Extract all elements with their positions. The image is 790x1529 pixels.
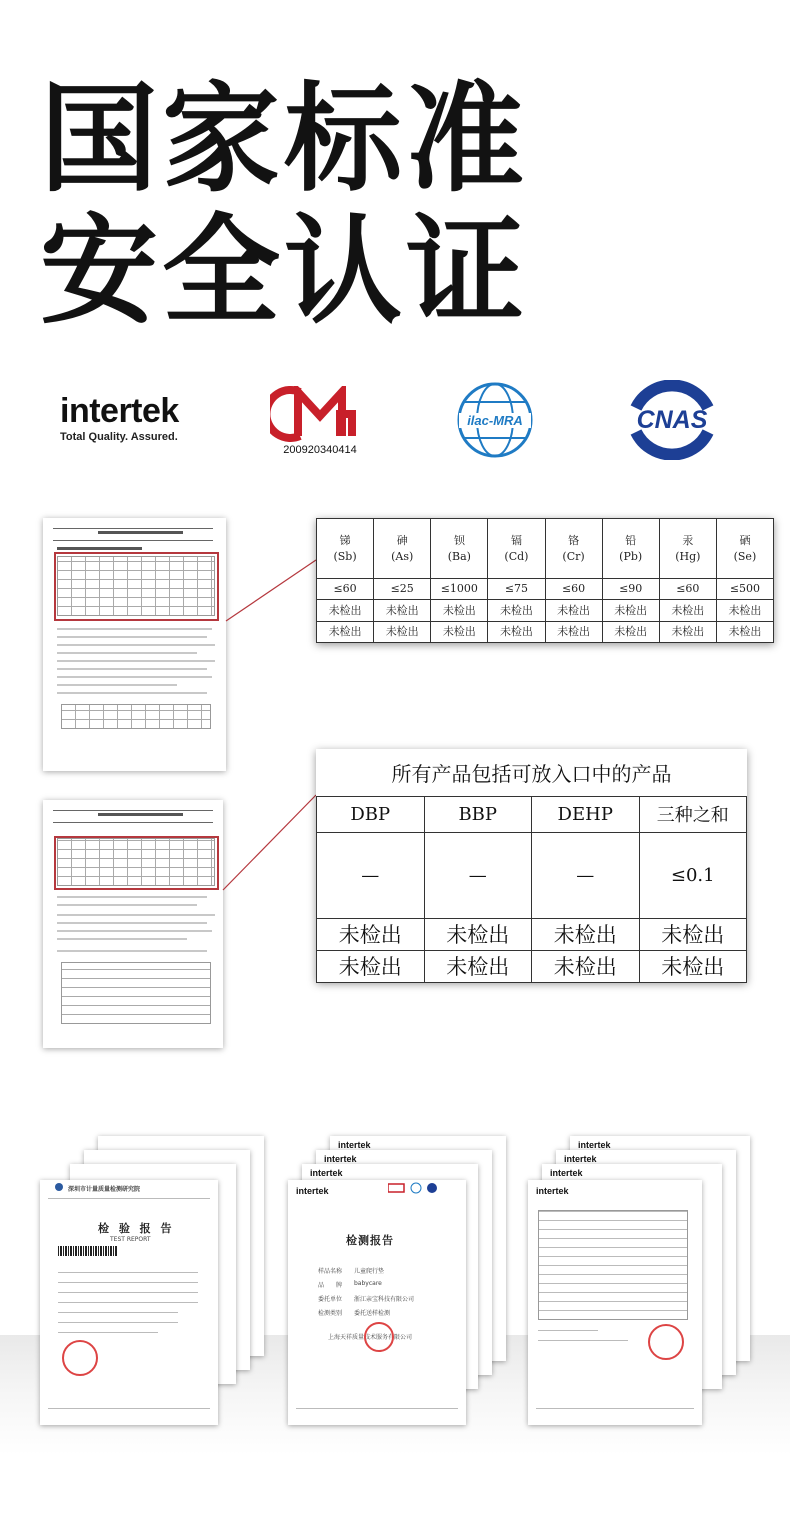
phthalate-limit: — <box>317 832 425 918</box>
metal-header <box>545 519 602 579</box>
cnas-mark-icon <box>622 380 722 460</box>
heavy-metals-report-thumbnail <box>43 518 226 771</box>
result-cell: 未检出 <box>431 621 488 642</box>
report-2-field-sample: 样品名称 <box>318 1268 343 1275</box>
metal-symbol: (Cr) <box>562 549 585 563</box>
metal-limit: ≤1000 <box>431 579 488 600</box>
report-cover-2 <box>288 1180 466 1425</box>
report-cover-1 <box>40 1180 218 1425</box>
barcode-icon <box>58 1246 118 1256</box>
metal-limit: ≤75 <box>488 579 545 600</box>
intertek-logo <box>60 392 210 443</box>
report-2-field-type: 检测类别 <box>318 1310 343 1317</box>
cnas-logo <box>622 380 722 464</box>
phthalate-limit: ≤0.1 <box>639 832 747 918</box>
metal-limit: ≤90 <box>602 579 659 600</box>
metal-name: 砷 <box>396 534 408 548</box>
phthalate-header: DBP <box>317 796 425 832</box>
metal-header <box>716 519 773 579</box>
result-cell: 未检出 <box>639 918 747 950</box>
metal-name: 铬 <box>568 534 580 548</box>
result-cell: 未检出 <box>374 621 431 642</box>
cma-logo <box>270 386 370 456</box>
result-cell: 未检出 <box>716 600 773 621</box>
metal-header <box>374 519 431 579</box>
result-cell: 未检出 <box>488 600 545 621</box>
metal-name: 镉 <box>510 534 522 548</box>
red-seal-icon <box>648 1324 684 1360</box>
report-2-value-client: 浙江亲宝科技有限公司 <box>354 1296 415 1303</box>
phthalates-table <box>316 749 747 982</box>
result-cell: 未检出 <box>424 950 532 982</box>
result-cell: 未检出 <box>659 621 716 642</box>
report-1-title: 检 验 报 告 <box>98 1222 175 1235</box>
hero-title-line2: 安全认证 <box>40 202 529 340</box>
metal-symbol: (Sb) <box>333 549 357 563</box>
report-3-org: intertek <box>536 1186 569 1196</box>
metal-symbol: (As) <box>391 549 414 563</box>
phthalate-header: 三种之和 <box>639 796 747 832</box>
ilac-mra-logo <box>455 380 535 464</box>
metal-symbol: (Pb) <box>619 549 643 563</box>
metal-symbol: (Cd) <box>504 549 529 563</box>
report-cover-3 <box>528 1180 702 1425</box>
result-cell: 未检出 <box>317 918 425 950</box>
ilac-globe-icon <box>455 380 535 460</box>
phthalates-report-thumbnail <box>43 800 223 1048</box>
red-seal-icon <box>364 1322 394 1352</box>
result-row <box>317 950 747 982</box>
phthalates-highlight-box <box>54 836 219 890</box>
report-2-footer: 上海天祥质量技术服务有限公司 <box>328 1334 413 1341</box>
result-cell: 未检出 <box>602 600 659 621</box>
metal-header <box>317 519 374 579</box>
metal-name: 钡 <box>453 534 465 548</box>
report-2-org: intertek <box>296 1186 329 1196</box>
svg-text:CNAS: CNAS <box>636 406 708 434</box>
cma-number: 200920340414 <box>283 444 357 456</box>
result-cell: 未检出 <box>488 621 545 642</box>
hero-title-line1: 国家标准 <box>40 70 529 208</box>
metal-header <box>431 519 488 579</box>
metal-header <box>488 519 545 579</box>
phthalate-header: BBP <box>424 796 532 832</box>
result-cell: 未检出 <box>545 621 602 642</box>
metal-symbol: (Se) <box>733 549 757 563</box>
result-cell: 未检出 <box>317 950 425 982</box>
report-2-field-client: 委托单位 <box>318 1296 343 1303</box>
metal-name: 硒 <box>739 534 751 548</box>
result-cell: 未检出 <box>532 950 640 982</box>
result-cell: 未检出 <box>317 600 374 621</box>
report-2-value-sample: 儿童爬行垫 <box>354 1268 385 1275</box>
phthalate-limit: — <box>532 832 640 918</box>
report-2-value-brand: babycare <box>354 1280 382 1287</box>
metal-symbol: (Hg) <box>675 549 701 563</box>
phthalate-limit: — <box>424 832 532 918</box>
result-cell: 未检出 <box>716 621 773 642</box>
metal-name: 锑 <box>339 534 351 548</box>
phthalates-caption: 所有产品包括可放入口中的产品 <box>317 749 747 796</box>
metal-header <box>602 519 659 579</box>
metal-limit: ≤500 <box>716 579 773 600</box>
result-cell: 未检出 <box>431 600 488 621</box>
report-1-org: 深圳市计量质量检测研究院 <box>68 1186 141 1193</box>
metal-name: 汞 <box>682 534 694 548</box>
svg-text:ilac-MRA: ilac-MRA <box>467 413 523 428</box>
result-row <box>317 621 774 642</box>
heavy-metals-highlight-box <box>54 552 219 621</box>
red-seal-icon <box>62 1340 98 1376</box>
report-2-field-brand: 品 牌 <box>318 1282 343 1289</box>
metal-symbol: (Ba) <box>447 549 471 563</box>
org-emblem-icon <box>54 1182 64 1192</box>
report-1-subtitle: TEST REPORT <box>110 1236 151 1243</box>
metal-limit: ≤60 <box>317 579 374 600</box>
intertek-wordmark: intertek <box>60 392 179 430</box>
metal-limit: ≤60 <box>659 579 716 600</box>
result-cell: 未检出 <box>659 600 716 621</box>
report-2-value-type: 委托送样检测 <box>354 1310 391 1317</box>
cma-mark-icon <box>270 386 370 442</box>
result-cell: 未检出 <box>317 621 374 642</box>
metal-limit: ≤60 <box>545 579 602 600</box>
result-cell: 未检出 <box>532 918 640 950</box>
result-cell: 未检出 <box>374 600 431 621</box>
metal-limit: ≤25 <box>374 579 431 600</box>
result-row <box>317 918 747 950</box>
result-cell: 未检出 <box>639 950 747 982</box>
result-cell: 未检出 <box>545 600 602 621</box>
result-cell: 未检出 <box>424 918 532 950</box>
result-cell: 未检出 <box>602 621 659 642</box>
accreditation-marks-icon <box>388 1182 444 1194</box>
metal-name: 铅 <box>625 534 637 548</box>
heavy-metals-table <box>316 518 774 643</box>
metal-header <box>659 519 716 579</box>
report-2-title: 检测报告 <box>346 1234 394 1247</box>
phthalate-header: DEHP <box>532 796 640 832</box>
result-row <box>317 600 774 621</box>
intertek-tagline: Total Quality. Assured. <box>60 431 178 443</box>
